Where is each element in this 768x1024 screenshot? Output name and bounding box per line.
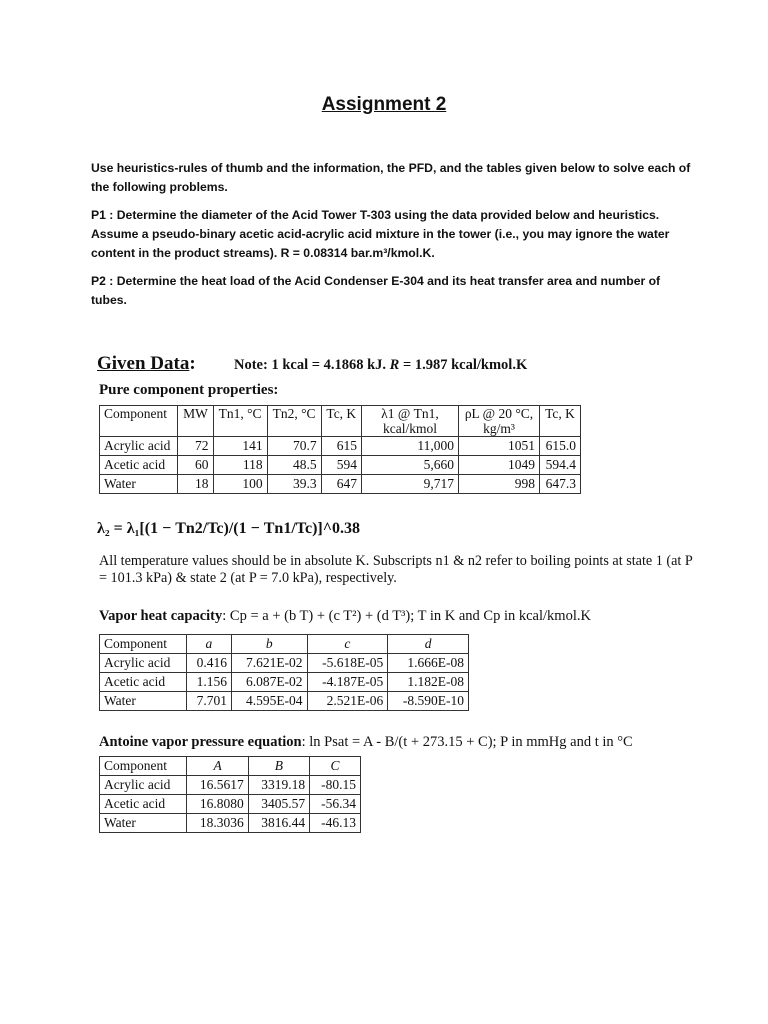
table-cell: 5,660 — [361, 456, 458, 475]
given-data-heading — [97, 353, 196, 375]
table-header-cell: B — [248, 757, 309, 776]
table-header-row — [100, 757, 361, 776]
table-cell: 60 — [178, 456, 213, 475]
table-row — [100, 776, 361, 795]
table-cell: 1051 — [458, 437, 539, 456]
table-cell: 6.087E-02 — [232, 673, 308, 692]
table-row — [100, 437, 581, 456]
table-cell: Water — [100, 814, 187, 833]
table-cell: -56.34 — [310, 795, 361, 814]
table-header-cell: d — [388, 635, 469, 654]
table-header-cell: Component — [100, 757, 187, 776]
antoine-table — [99, 756, 361, 833]
unit-note — [234, 357, 527, 374]
table-header-cell: MW — [178, 406, 213, 437]
unit-note-suffix: = 1.987 kcal/kmol.K — [399, 357, 528, 373]
table-cell: -8.590E-10 — [388, 692, 469, 711]
table-header-cell: Tc, K — [539, 406, 580, 437]
table-header-row — [100, 635, 469, 654]
table-header-cell: Component — [100, 635, 187, 654]
table-cell: Acrylic acid — [100, 776, 187, 795]
table-header-cell: Component — [100, 406, 178, 437]
table-cell: 16.8080 — [187, 795, 248, 814]
table-header-cell: c — [307, 635, 388, 654]
table-cell: 594.4 — [539, 456, 580, 475]
pure-component-table — [99, 405, 581, 494]
antoine-equation: : ln Psat = A - B/(t + 273.15 + C); P in mmHg and t in °C — [301, 734, 633, 750]
table-header-cell: C — [310, 757, 361, 776]
table-cell: Acrylic acid — [100, 437, 178, 456]
unit-note-prefix: Note: 1 kcal = 4.1868 kJ. — [234, 357, 390, 373]
table-cell: Water — [100, 692, 187, 711]
problem-2-paragraph: P2 : Determine the heat load of the Acid Condenser E-304 and its heat transfer area and number of tubes. — [91, 274, 661, 307]
table-cell: 3319.18 — [248, 776, 309, 795]
table-cell: 615.0 — [539, 437, 580, 456]
table-cell: 594 — [321, 456, 361, 475]
table-cell: 70.7 — [267, 437, 321, 456]
table-header-cell: A — [187, 757, 248, 776]
table-header-cell: ρL @ 20 °C, kg/m³ — [458, 406, 539, 437]
table-cell: -80.15 — [310, 776, 361, 795]
table-cell: 18.3036 — [187, 814, 248, 833]
table-cell: 998 — [458, 475, 539, 494]
table-cell: 39.3 — [267, 475, 321, 494]
table-cell: 3405.57 — [248, 795, 309, 814]
table-cell: 1.182E-08 — [388, 673, 469, 692]
table-cell: Water — [100, 475, 178, 494]
table-cell: 2.521E-06 — [307, 692, 388, 711]
table-cell: -5.618E-05 — [307, 654, 388, 673]
table-cell: -4.187E-05 — [307, 673, 388, 692]
table-row — [100, 692, 469, 711]
table-cell: 7.621E-02 — [232, 654, 308, 673]
page-title: Assignment 2 — [321, 94, 447, 115]
given-data-title: Given Data — [97, 353, 190, 374]
table-cell: -46.13 — [310, 814, 361, 833]
heat-capacity-label: Vapor heat capacity — [99, 608, 223, 624]
table-header-cell: b — [232, 635, 308, 654]
heat-capacity-table — [99, 634, 469, 711]
table-cell: 18 — [178, 475, 213, 494]
table-cell: 16.5617 — [187, 776, 248, 795]
table-cell: Acrylic acid — [100, 654, 187, 673]
table-cell: 72 — [178, 437, 213, 456]
table-cell: 4.595E-04 — [232, 692, 308, 711]
table-cell: 615 — [321, 437, 361, 456]
table-header-row — [100, 406, 581, 437]
problem-1-paragraph: P1 : Determine the diameter of the Acid Tower T-303 using the data provided below and heuristics. Assume a pseudo-binary acetic acid-acrylic acid mixture in the tower (i.e., you may ignore the water content in the product streams). R = 0.08314 bar.m³/kmol.K. — [91, 208, 670, 260]
heat-capacity-line — [99, 608, 591, 625]
heat-capacity-equation: : Cp = a + (b T) + (c T²) + (d T³); T in K and Cp in kcal/kmol.K — [222, 608, 591, 624]
table-cell: 1.666E-08 — [388, 654, 469, 673]
table-cell: 647.3 — [539, 475, 580, 494]
table-cell: 141 — [213, 437, 267, 456]
table-header-cell: Tn2, °C — [267, 406, 321, 437]
table-cell: 100 — [213, 475, 267, 494]
table-row — [100, 475, 581, 494]
table-header-cell: Tn1, °C — [213, 406, 267, 437]
unit-note-r: R — [389, 357, 400, 373]
table-row — [100, 456, 581, 475]
table-cell: 1.156 — [186, 673, 231, 692]
intro-paragraph: Use heuristics-rules of thumb and the information, the PFD, and the tables given below to solve each of the following problems. — [91, 161, 691, 194]
table-row — [100, 814, 361, 833]
table-cell: 9,717 — [361, 475, 458, 494]
table-row — [100, 795, 361, 814]
pure-component-title: Pure component properties: — [99, 382, 279, 398]
given-data-colon: : — [189, 353, 196, 374]
table-cell: 0.416 — [186, 654, 231, 673]
antoine-label: Antoine vapor pressure equation — [99, 734, 302, 750]
table-cell: 11,000 — [361, 437, 458, 456]
table-cell: 3816.44 — [248, 814, 309, 833]
table-cell: Acetic acid — [100, 795, 187, 814]
antoine-line — [99, 734, 633, 751]
table-cell: 48.5 — [267, 456, 321, 475]
table-header-cell: λ1 @ Tn1, kcal/kmol — [361, 406, 458, 437]
table-header-cell: a — [186, 635, 231, 654]
table-cell: Acetic acid — [100, 456, 178, 475]
table-row — [100, 654, 469, 673]
table-cell: Acetic acid — [100, 673, 187, 692]
table-cell: 118 — [213, 456, 267, 475]
table-row — [100, 673, 469, 692]
table-header-cell: Tc, K — [321, 406, 361, 437]
table-cell: 7.701 — [186, 692, 231, 711]
table-cell: 647 — [321, 475, 361, 494]
temperature-note: All temperature values should be in absolute K. Subscripts n1 & n2 refer to boiling points at state 1 (at P = 101.3 kPa) & state 2 (at P = 7.0 kPa), respectively. — [99, 553, 693, 586]
table-cell: 1049 — [458, 456, 539, 475]
lambda-equation: λ₂ = λ₁[(1 − Tn2/Tc)/(1 − Tn1/Tc)]^0.38 — [97, 520, 361, 537]
